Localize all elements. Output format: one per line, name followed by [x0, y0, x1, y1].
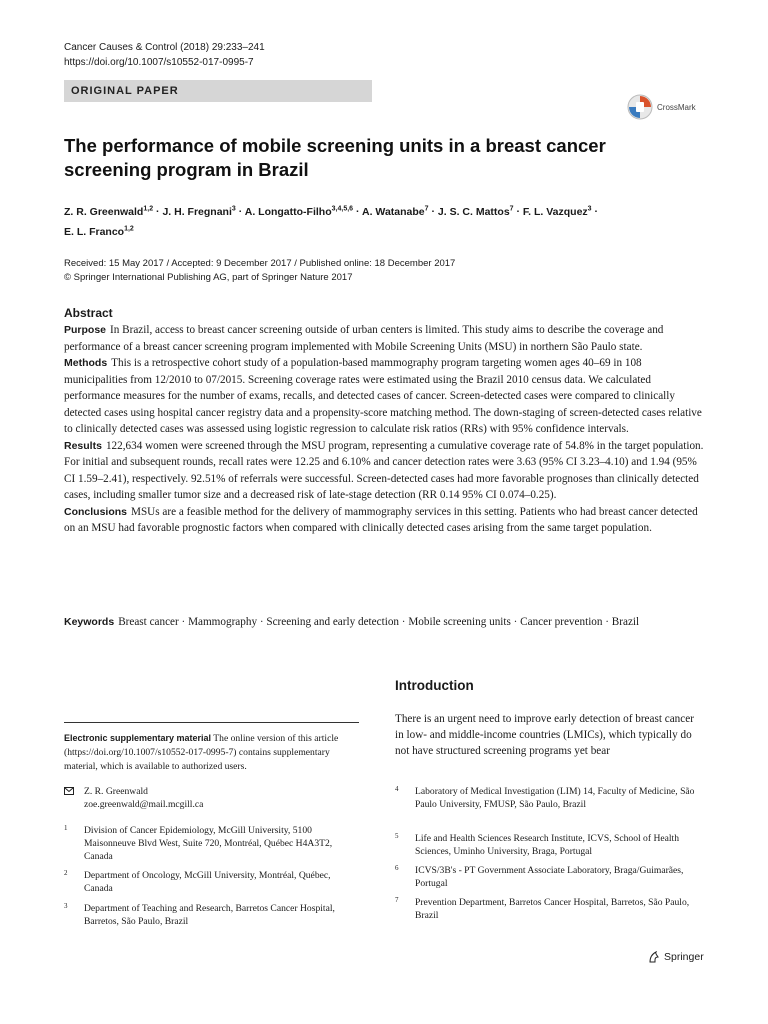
crossmark-icon — [627, 94, 653, 120]
contact-email[interactable]: zoe.greenwald@mail.mcgill.ca — [84, 799, 204, 810]
author[interactable]: J. S. C. Mattos$^7$ — [437, 205, 514, 218]
section-label: ORIGINAL PAPER — [64, 80, 372, 102]
esm-note — [64, 731, 364, 774]
journal-doi[interactable]: https://doi.org/10.1007/s10552-017-0995-7 — [64, 57, 254, 68]
crossmark-label: CrossMark — [657, 102, 696, 112]
affiliation: 3 Department of Teaching and Research, Barretos Cancer Hospital, Barretos, São Paulo, Brazil — [64, 902, 335, 927]
publisher-name: Springer — [664, 951, 704, 963]
esm-text: The online version of this article (https://doi.org/10.1007/s10552-017-0995-7) contains supplementary material, which is available to authorized users. — [64, 733, 339, 772]
abstract-results: Results 122,634 women were screened through the MSU program, representing a cumulative coverage rate of 54.8% in the target population. For initial and subsequent rounds, recall rates were 12.25 and 6.10% and cancer detection rates were 3.63 (95% CI 3.23–4.10) and 1.94 (95% CI 1.59–2.41), respectively. 92.51% of referrals were successful. Screen-detected cases had more favorable prognoses than clinically detected cases, including smaller tumor size and a decreased risk of late-stage detection (RR 0.14 95% CI 0.074–0.25). — [64, 439, 704, 501]
affiliation: 7 Prevention Department, Barretos Cancer Hospital, Barretos, São Paulo, Brazil — [395, 896, 690, 921]
author-list: Z. R. Greenwald$^{1,2}$ · J. H. Fregnani$^3$ · A. Longatto-Filho$^{3,4,5,6}$ · A. Watanabe$^7$ · J. S. C. Mattos$^7$ · F. L. Vazquez$^3$ · E. L. Franco$^{1,2}$ — [64, 205, 598, 238]
springer-horse-icon — [648, 951, 660, 963]
journal-citation: Cancer Causes & Control (2018) 29:233–241 — [64, 42, 265, 53]
affiliation: 5 Life and Health Sciences Research Institute, ICVS, School of Health Sciences, Uminho University, Braga, Portugal — [395, 832, 680, 857]
abstract-conclusions: Conclusions MSUs are a feasible method for the delivery of mammography services in this setting. Patients who had breast cancer detected on an MSU had favorable prognostic factors when compared with clinically detected cases arising from the same target population. — [64, 505, 698, 534]
footnote-divider — [64, 722, 359, 723]
crossmark-badge[interactable] — [627, 91, 707, 123]
abstract-methods: Methods This is a retrospective cohort study of a population-based mammography program targeting women ages 40–69 in 108 municipalities from 12/2010 to 07/2015. Screening coverage rates were estimated using the Brazil 2010 census data. We calculated performance measures for the number of exams, recalls, and detected cases of cancer. Screen-detected cases were compared to clinically detected cases using hospital cancer registry data and a propensity-score matching method. The down-staging of screen-detected cases relative to clinically detected cases was assessed using logistic regression to calculate risk ratios (RRs) with 95% confidence intervals. — [64, 357, 702, 435]
affiliation: 6 ICVS/3B's - PT Government Associate Laboratory, Braga/Guimarães, Portugal — [395, 864, 684, 889]
contact-name: Z. R. Greenwald — [84, 786, 148, 797]
affiliation: 2 Department of Oncology, McGill University, Montréal, Québec, Canada — [64, 869, 331, 894]
abstract-heading: Abstract — [64, 306, 113, 320]
publisher-logo — [648, 951, 704, 963]
keywords — [64, 614, 704, 631]
keywords-text: Breast cancer · Mammography · Screening and early detection · Mobile screening units · Cancer prevention · Brazil — [118, 616, 640, 628]
envelope-icon — [64, 787, 74, 796]
introduction-text: There is an urgent need to improve early detection of breast cancer in low- and middle-income countries (LMICs), which typically do not have structured screening programs yet bear — [395, 713, 694, 758]
affiliation: 4 Laboratory of Medical Investigation (LIM) 14, Faculty of Medicine, São Paulo University, FMUSP, São Paulo, Brazil — [395, 785, 695, 810]
esm-label: Electronic supplementary material — [64, 733, 212, 743]
author[interactable]: F. L. Vazquez$^3$ — [522, 205, 592, 218]
corresponding-author — [64, 785, 364, 811]
abstract-body — [64, 322, 704, 537]
keywords-label: Keywords — [64, 616, 115, 628]
paper-title: The performance of mobile screening units in a breast cancer screening program in Brazil — [64, 135, 606, 180]
publication-dates — [64, 257, 704, 285]
copyright: © Springer International Publishing AG, part of Springer Nature 2017 — [64, 272, 353, 283]
author[interactable]: J. H. Fregnani$^3$ — [162, 205, 236, 218]
introduction-heading: Introduction — [395, 678, 474, 693]
abstract-purpose: Purpose In Brazil, access to breast cancer screening outside of urban centers is limited. This study aims to describe the coverage and performance of a breast cancer screening program implemented with Mobile Screening Units (MSU) in northern São Paulo state. — [64, 324, 664, 353]
author[interactable]: A. Longatto-Filho$^{3,4,5,6}$ — [244, 205, 354, 218]
affiliation: 1 Division of Cancer Epidemiology, McGill University, 5100 Maisonneuve Blvd West, Suite 720, Montréal, Québec H4A3T2, Canada — [64, 824, 333, 862]
author[interactable]: E. L. Franco$^{1,2}$ — [64, 225, 134, 238]
received-dates: Received: 15 May 2017 / Accepted: 9 December 2017 / Published online: 18 December 2017 — [64, 258, 456, 269]
author[interactable]: A. Watanabe$^7$ — [362, 205, 429, 218]
author[interactable]: Z. R. Greenwald$^{1,2}$ — [64, 205, 154, 218]
